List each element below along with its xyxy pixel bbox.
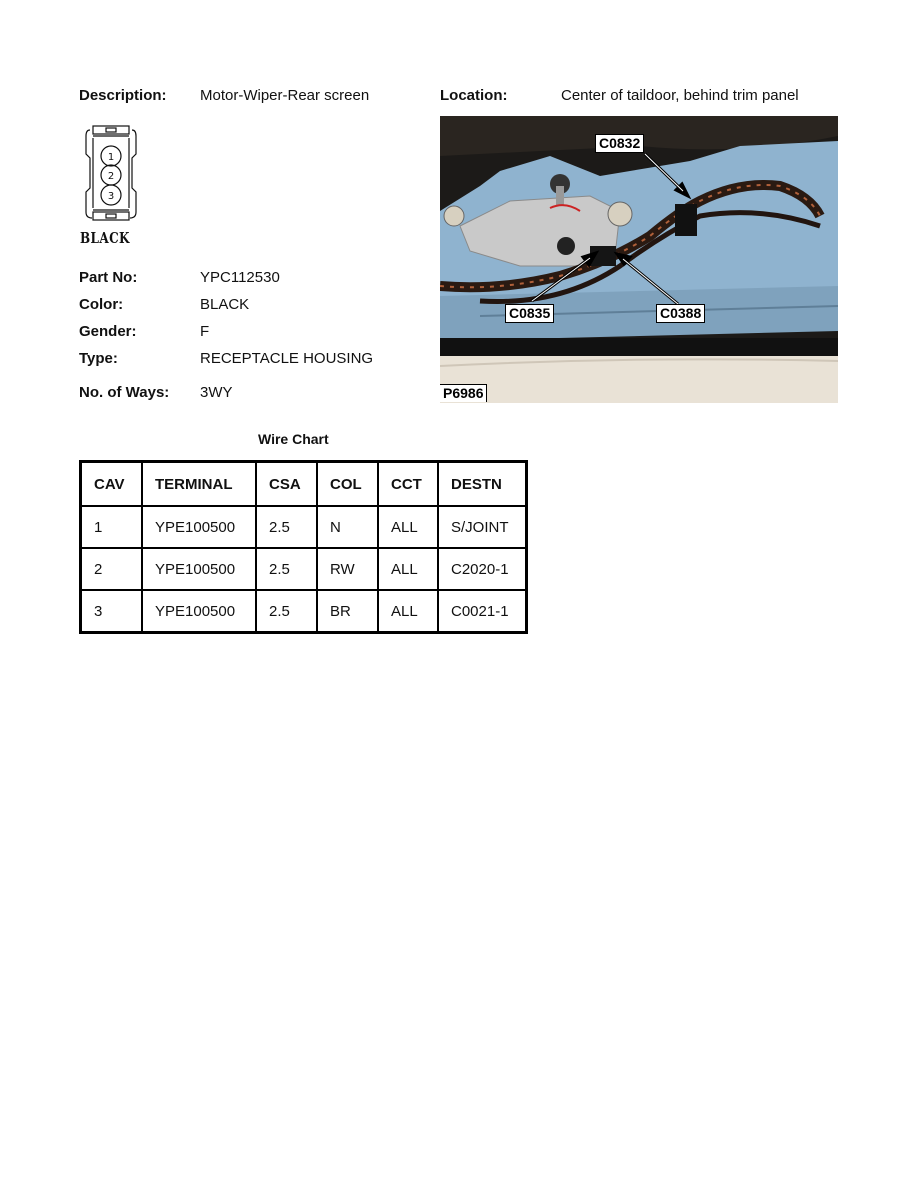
type-label: Type: [79,350,118,367]
wire-chart-title: Wire Chart [258,431,329,447]
taildoor-photo-illustration [440,116,838,403]
table-header-row [81,462,527,507]
type-value: RECEPTACLE HOUSING [200,350,374,367]
cell-csa: 2.5 [256,548,317,590]
cell-col: BR [317,590,378,633]
color-label: Color: [79,296,124,313]
cell-csa: 2.5 [256,506,317,548]
gender-label: Gender: [79,323,137,340]
cell-col: RW [317,548,378,590]
cell-cav: 1 [81,506,143,548]
ways-value: 3WY [200,384,233,401]
description-value: Motor-Wiper-Rear screen [200,87,370,104]
part-no-label: Part No: [79,269,138,286]
callout-c0832: C0832 [595,134,644,153]
cell-cct: ALL [378,590,438,633]
cell-col: N [317,506,378,548]
location-label: Location: [440,87,508,104]
cell-destn: S/JOINT [438,506,527,548]
cavity-2-label: 2 [107,171,115,182]
photo-id: P6986 [440,384,487,402]
cell-cav: 3 [81,590,143,633]
cell-cct: ALL [378,506,438,548]
cell-terminal: YPE100500 [142,590,256,633]
description-label: Description: [79,87,167,104]
column-header-col: COL [317,462,378,507]
connector-color-caption: BLACK [80,229,130,247]
location-value: Center of taildoor, behind trim panel [561,87,799,104]
table-row [81,506,527,548]
column-header-cav: CAV [81,462,143,507]
table-row [81,590,527,633]
cell-cav: 2 [81,548,143,590]
part-no-value: YPC112530 [200,269,280,286]
callout-c0835: C0835 [505,304,554,323]
gender-value: F [200,323,210,340]
cavity-1-label: 1 [107,152,115,163]
cell-terminal: YPE100500 [142,548,256,590]
color-value: BLACK [200,296,250,313]
column-header-csa: CSA [256,462,317,507]
cell-destn: C0021-1 [438,590,527,633]
cavity-3-label: 3 [107,191,115,202]
callout-c0388: C0388 [656,304,705,323]
cell-csa: 2.5 [256,590,317,633]
cell-cct: ALL [378,548,438,590]
column-header-destn: DESTN [438,462,527,507]
wire-chart-table [79,460,528,634]
cell-destn: C2020-1 [438,548,527,590]
connector-face-diagram [84,124,140,224]
cell-terminal: YPE100500 [142,506,256,548]
column-header-cct: CCT [378,462,438,507]
table-row [81,548,527,590]
connector-housing-icon [84,124,140,224]
ways-label: No. of Ways: [79,384,170,401]
location-photo [440,116,838,403]
column-header-terminal: TERMINAL [142,462,256,507]
